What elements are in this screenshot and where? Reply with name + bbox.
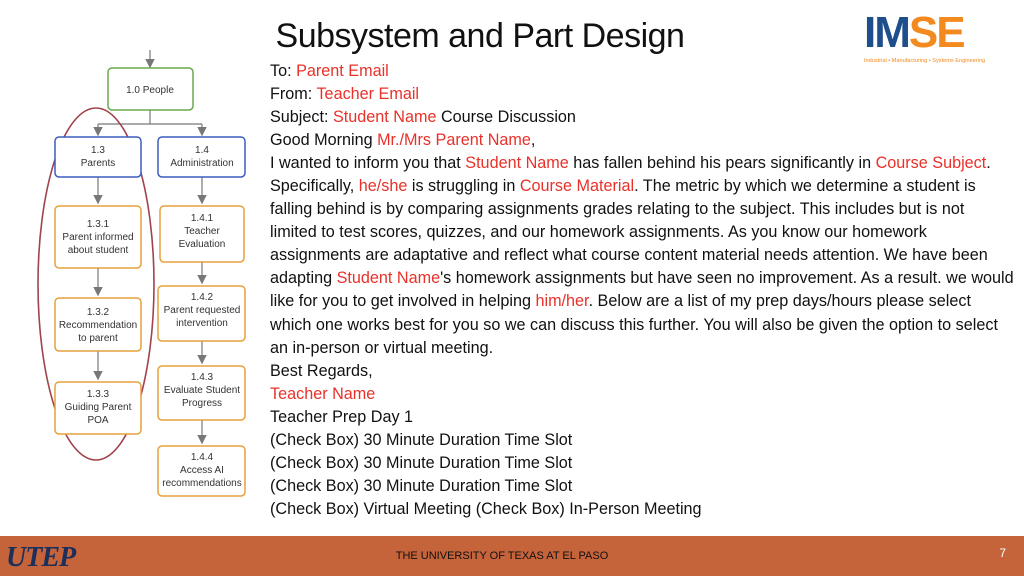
node-1-3-1 <box>55 206 141 268</box>
logo-tagline: Industrial • Manufacturing • Systems Engineering <box>864 58 986 64</box>
svg-text:recommendations: recommendations <box>162 478 242 489</box>
university-name: THE UNIVERSITY OF TEXAS AT EL PASO <box>395 550 609 562</box>
node-1-4-3 <box>158 366 245 420</box>
hierarchy-diagram <box>0 40 260 500</box>
node-1-4-4 <box>158 446 245 496</box>
email-closing: Best Regards, <box>270 361 373 380</box>
svg-text:1.4.1: 1.4.1 <box>190 213 214 224</box>
teacher-name-placeholder: Teacher Name <box>270 384 376 403</box>
parent-email-placeholder: Parent Email <box>296 62 389 80</box>
node-1-0 <box>108 68 193 110</box>
svg-text:to parent: to parent <box>78 333 118 344</box>
time-slot-option: (Check Box) 30 Minute Duration Time Slot <box>270 476 573 495</box>
svg-text:1.4.4: 1.4.4 <box>190 452 214 463</box>
node-1-4 <box>158 137 245 177</box>
time-slot-option: (Check Box) 30 Minute Duration Time Slot <box>270 453 573 472</box>
svg-text:Recommendation: Recommendation <box>58 320 138 331</box>
svg-text:1.3: 1.3 <box>91 145 105 156</box>
svg-text:Parent informed: Parent informed <box>62 232 134 243</box>
svg-text:Administration: Administration <box>170 158 234 169</box>
svg-text:Evaluation: Evaluation <box>178 239 226 250</box>
node-1-3-2 <box>55 298 141 351</box>
student-name-placeholder: Student Name <box>333 108 437 127</box>
utep-logo: UTEP <box>6 542 76 573</box>
svg-text:1.3.3: 1.3.3 <box>86 389 110 400</box>
svg-text:Guiding Parent: Guiding Parent <box>64 402 132 413</box>
svg-text:Access AI: Access AI <box>180 465 224 476</box>
node-1-0-label: 1.0 People <box>126 85 174 96</box>
svg-text:1.4.2: 1.4.2 <box>190 292 214 303</box>
node-1-3 <box>55 137 141 177</box>
email-greeting: Good Morning Mr./Mrs Parent Name, <box>270 131 536 150</box>
page-number: 7 <box>999 546 1006 560</box>
parent-name-placeholder: Mr./Mrs Parent Name <box>377 131 531 150</box>
logo-se: SE <box>908 8 964 57</box>
email-template <box>270 60 1015 521</box>
email-from-line: From: Teacher Email <box>270 85 420 104</box>
svg-text:Evaluate Student: Evaluate Student <box>163 385 241 396</box>
svg-text:Teacher: Teacher <box>184 226 220 237</box>
svg-text:intervention: intervention <box>176 318 228 329</box>
svg-text:1.3.1: 1.3.1 <box>86 219 110 230</box>
teacher-email-placeholder: Teacher Email <box>316 85 420 104</box>
svg-text:Progress: Progress <box>181 398 223 409</box>
node-1-4-2 <box>158 286 245 341</box>
prep-day-heading: Teacher Prep Day 1 <box>270 407 414 426</box>
footer-bar <box>0 536 1024 576</box>
logo-im: IM <box>864 8 909 57</box>
svg-text:1.3.2: 1.3.2 <box>86 307 110 318</box>
svg-text:1.4.3: 1.4.3 <box>190 372 214 383</box>
node-1-3-3 <box>55 382 141 434</box>
node-1-4-1 <box>160 206 244 262</box>
svg-text:1.4: 1.4 <box>195 145 209 156</box>
email-to-line: To: Parent Email <box>270 62 389 80</box>
time-slot-option: (Check Box) 30 Minute Duration Time Slot <box>270 430 573 449</box>
svg-text:Parent requested: Parent requested <box>163 305 241 316</box>
svg-text:Parents: Parents <box>80 158 116 169</box>
page-title: Subsystem and Part Design <box>275 17 685 55</box>
svg-text:about student: about student <box>67 245 129 256</box>
meeting-type-options: (Check Box) Virtual Meeting (Check Box) In-Person Meeting <box>270 499 702 518</box>
email-body-paragraph: I wanted to inform you that Student Name has fallen behind his pears significantly in Course Subject. Specifically, he/she is struggling in Course Material. The metric by which we determine a student is falling behind is by comparing assignments grades relating to the subject. This includes but is not limited to test scores, quizzes, and our homework assignments. As you know our homework assignments are adaptative and reflect what course content material needs attention. We have been adapting Student Name's homework assignments but have seen no improvement. As a result. we would like for you to get involved in helping him/her. Below are a list of my prep days/hours please select which one works best for you so we can discuss this further. You will also be given the option to select an in-person or virtual meeting. <box>270 154 1014 357</box>
email-subject-line: Subject: Student Name Course Discussion <box>270 108 576 127</box>
svg-text:POA: POA <box>87 415 109 426</box>
